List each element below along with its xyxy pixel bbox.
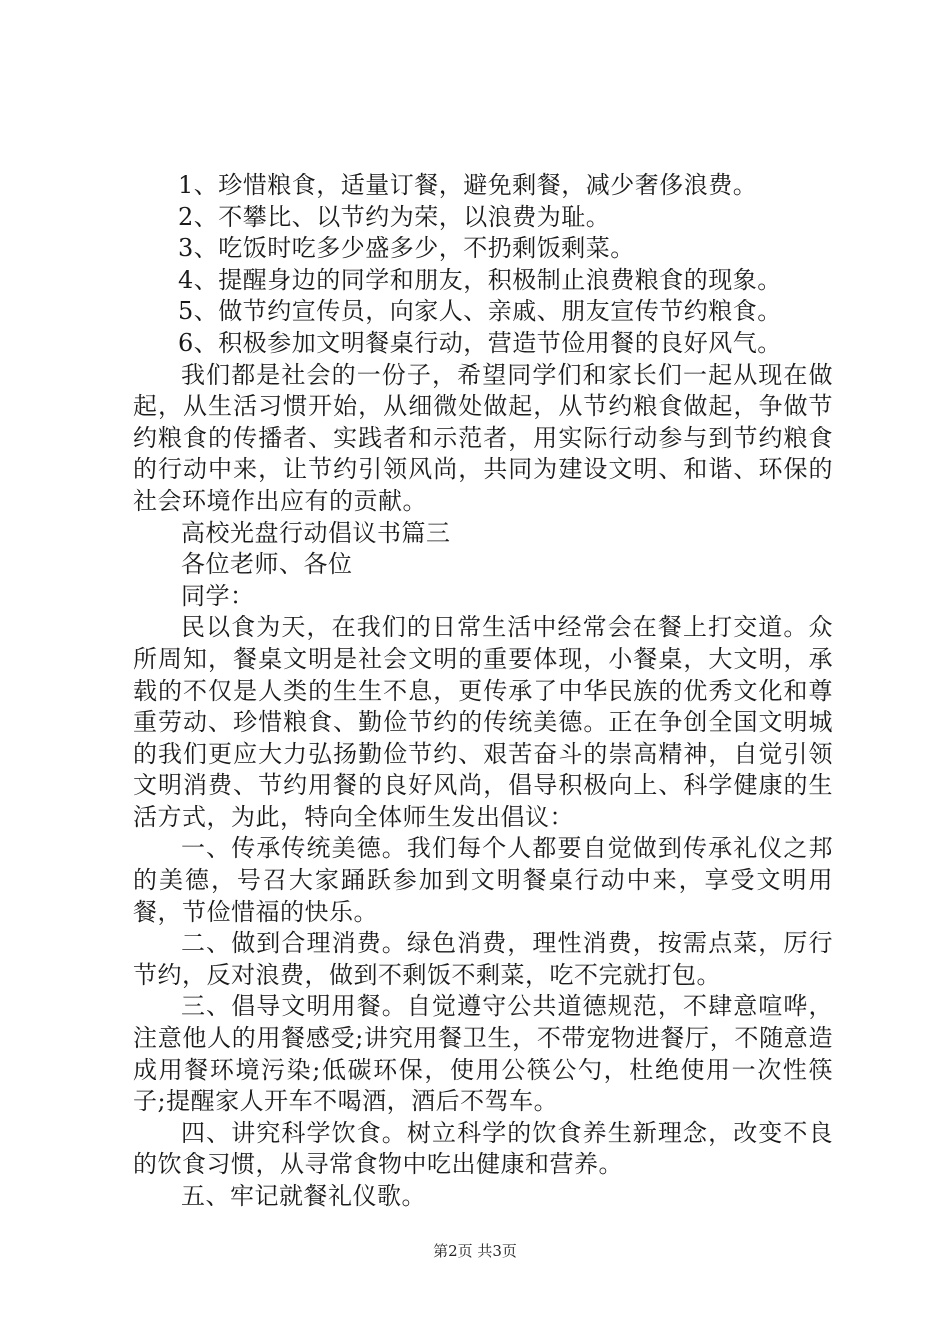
document-body bbox=[133, 170, 833, 1213]
paragraph-point-3: 三、倡导文明用餐。自觉遵守公共道德规范，不肆意喧哗，注意他人的用餐感受;讲究用餐卫生，不带宠物进餐厅，不随意造成用餐环境污染;低碳环保，使用公筷公勺，杜绝使用一次性筷子;提醒家人开车不喝酒，酒后不驾车。 bbox=[133, 992, 833, 1116]
paragraph-point-1: 一、传承传统美德。我们每个人都要自觉做到传承礼仪之邦的美德，号召大家踊跃参加到文明餐桌行动中来，享受文明用餐，节俭惜福的快乐。 bbox=[133, 834, 833, 926]
page-number: 第2页 共3页 bbox=[433, 1242, 517, 1260]
paragraph-intro: 民以食为天，在我们的日常生活中经常会在餐上打交道。众所周知，餐桌文明是社会文明的重要体现，小餐桌，大文明，承载的不仅是人类的生生不息，更传承了中华民族的优秀文化和尊重劳动、珍惜粮食、勤俭节约的传统美德。正在争创全国文明城的我们更应大力弘扬勤俭节约、艰苦奋斗的崇高精神，自觉引领文明消费、节约用餐的良好风尚，倡导积极向上、科学健康的生活方式，为此，特向全体师生发出倡议： bbox=[133, 613, 833, 831]
paragraph-7: 我们都是社会的一份子，希望同学们和家长们一起从现在做起，从生活习惯开始，从细微处做起，从节约粮食做起，争做节约粮食的传播者、实践者和示范者，用实际行动参与到节约粮食的行动中来，让节约引领风尚，共同为建设文明、和谐、环保的社会环境作出应有的贡献。 bbox=[133, 360, 833, 515]
paragraph-4: 4、提醒身边的同学和朋友，积极制止浪费粮食的现象。 bbox=[178, 265, 782, 294]
section-heading: 高校光盘行动倡议书篇三 bbox=[181, 518, 451, 547]
paragraph-2: 2、不攀比、以节约为荣，以浪费为耻。 bbox=[178, 202, 611, 231]
paragraph-6: 6、积极参加文明餐桌行动，营造节俭用餐的良好风气。 bbox=[178, 328, 782, 357]
paragraph-point-5: 五、牢记就餐礼仪歌。 bbox=[181, 1182, 426, 1210]
paragraph-5: 5、做节约宣传员，向家人、亲戚、朋友宣传节约粮食。 bbox=[178, 297, 782, 326]
paragraph-point-2: 二、做到合理消费。绿色消费，理性消费，按需点菜，厉行节约，反对浪费，做到不剩饭不剩菜，吃不完就打包。 bbox=[133, 929, 833, 989]
paragraph-3: 3、吃饭时吃多少盛多少，不扔剩饭剩菜。 bbox=[178, 234, 635, 263]
salutation-line-1: 各位老师、各位 bbox=[181, 550, 353, 579]
salutation-line-2: 同学： bbox=[181, 581, 255, 610]
page-footer bbox=[0, 1240, 950, 1261]
paragraph-1: 1、珍惜粮食，适量订餐，避免剩餐，减少奢侈浪费。 bbox=[178, 171, 758, 199]
paragraph-point-4: 四、讲究科学饮食。树立科学的饮食养生新理念，改变不良的饮食习惯，从寻常食物中吃出健康和营养。 bbox=[133, 1118, 833, 1179]
